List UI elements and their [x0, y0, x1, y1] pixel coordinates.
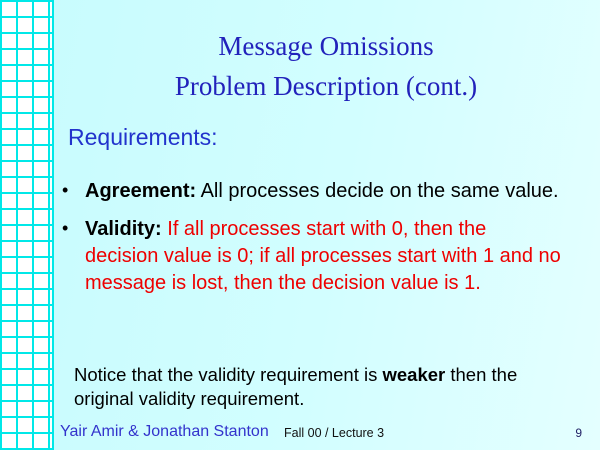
slide-subtitle: Requirements:: [68, 124, 218, 150]
note-text-pre: Notice that the validity requirement is: [74, 364, 383, 385]
slide-title: [52, 26, 600, 106]
bullet-list: [60, 178, 560, 308]
bullet-text-validity: If all processes start with 0, then the decision value is 0; if all processes start with 1 and no message is lost, then the decision value is 1.: [85, 218, 561, 294]
bullet-term-agreement: Agreement:: [85, 180, 197, 202]
footer-page-number: 9: [575, 426, 582, 440]
bullet-icon: •: [62, 218, 69, 238]
footer-authors: Yair Amir & Jonathan Stanton: [60, 423, 269, 440]
note-text-bold: weaker: [382, 364, 446, 385]
slide-title-line-2: Problem Description (cont.): [174, 71, 478, 101]
note-paragraph: [74, 363, 566, 411]
note-text-post: then the original validity requirement.: [74, 364, 518, 409]
notebook-grid-decoration: [0, 0, 54, 450]
bullet-item-validity: [60, 216, 565, 297]
bullet-text-agreement: All processes decide on the same value.: [196, 180, 559, 202]
bullet-icon: •: [62, 180, 69, 200]
slide-title-line-1: Message Omissions: [218, 31, 434, 61]
bullet-item-agreement: [60, 178, 565, 205]
footer-course-label: Fall 00 / Lecture 3: [284, 426, 385, 440]
bullet-term-validity: Validity:: [85, 218, 162, 240]
